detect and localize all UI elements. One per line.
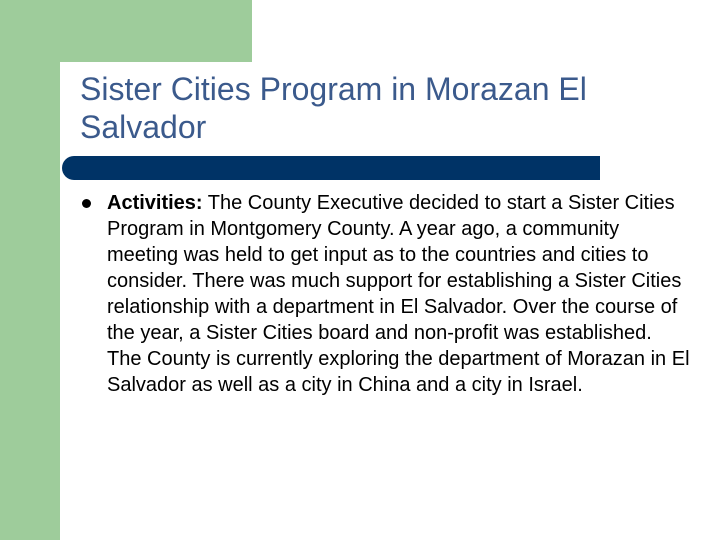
bullet-text: The County Executive decided to start a Sister Cities Program in Montgomery County. A year ago, a community meeting was held to get input as to the countries and cities to consider. There was much support for establishing a Sister Cities relationship with a department in El Salvador. Over the course of the year, a Sister Cities board and non-profit was established. The County is currently exploring the department of Morazan in El Salvador as well as a city in China and a city in Israel.: [107, 192, 690, 396]
title-divider-bar: [62, 156, 600, 180]
bullet-list: [80, 190, 690, 398]
bullet-dot-icon: [82, 199, 91, 208]
bullet-item-activities: [80, 190, 690, 398]
slide-title: Sister Cities Program in Morazan El Salvador: [80, 71, 587, 145]
bullet-label: Activities:: [107, 192, 203, 214]
decorative-green-sidebar: [0, 0, 60, 540]
decorative-green-header-block: [0, 0, 252, 62]
